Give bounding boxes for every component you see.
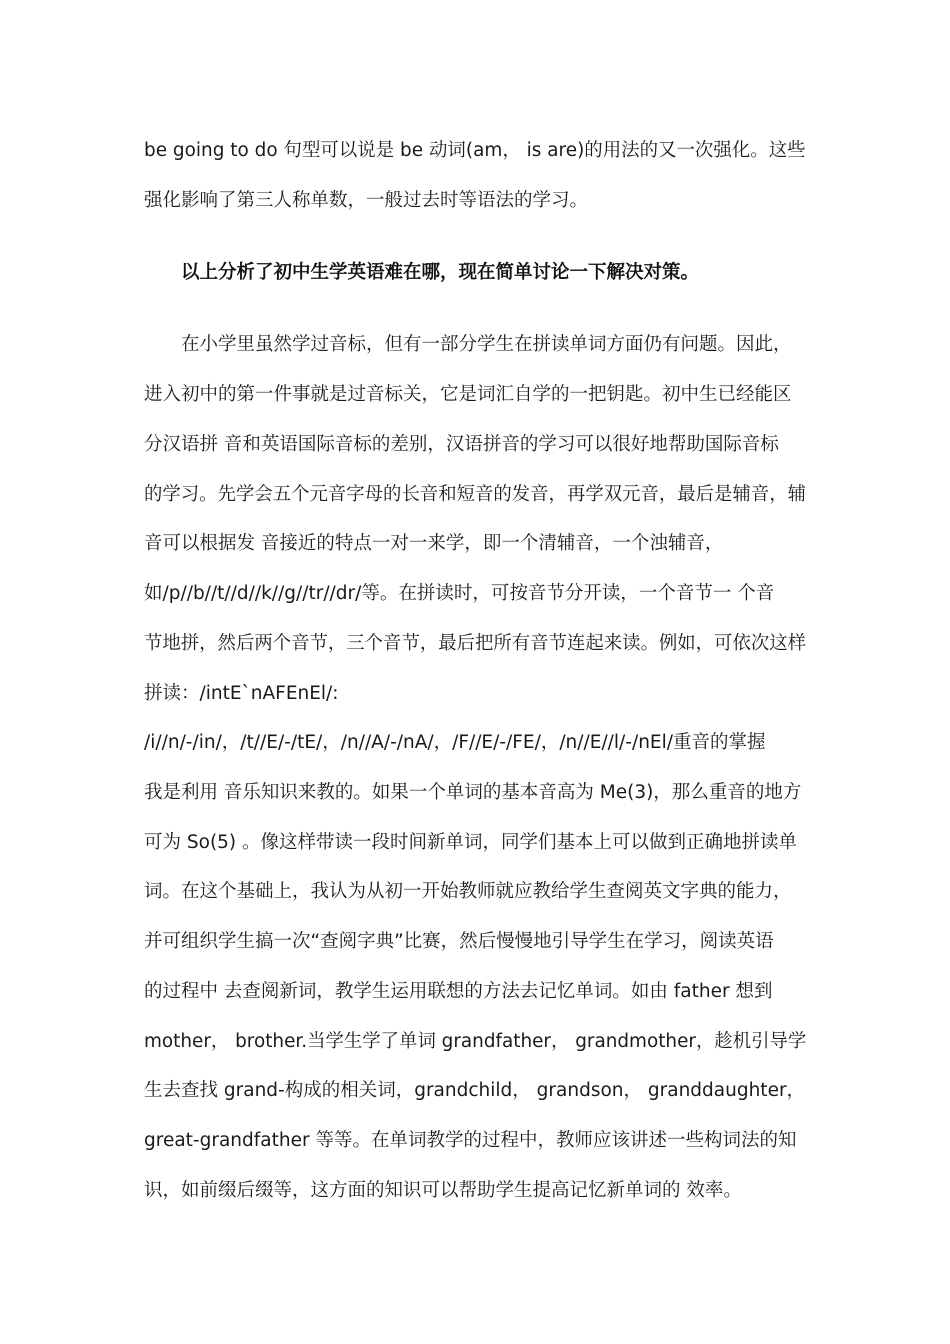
text-line: mother， brother.当学生学了单词 grandfather， grandmother，趁机引导学: [144, 1031, 807, 1052]
text-line: great-grandfather 等等。在单词教学的过程中，教师应该讲述一些构词法的知: [144, 1130, 797, 1151]
section-heading: 以上分析了初中生学英语难在哪，现在简单讨论一下解决对策。: [181, 262, 700, 283]
text-line: 生去查找 grand-构成的相关词，grandchild， grandson， granddaughter，: [144, 1080, 806, 1101]
text-line: 在小学里虽然学过音标，但有一部分学生在拼读单词方面仍有问题。因此，: [181, 334, 792, 355]
text-line: 可为 So(5) 。像这样带读一段时间新单词，同学们基本上可以做到正确地拼读单: [144, 832, 798, 853]
text-line: 节地拼，然后两个音节，三个音节，最后把所有音节连起来读。例如，可依次这样: [144, 633, 807, 654]
text-line: 如/p//b//t//d//k//g//tr//dr/等。在拼读时，可按音节分开读，一个音节一 个音: [144, 583, 775, 604]
text-line: 我是利用 音乐知识来教的。如果一个单词的基本音高为 Me(3)，那么重音的地方: [144, 782, 802, 803]
text-line: 识，如前缀后缀等，这方面的知识可以帮助学生提高记忆新单词的 效率。: [144, 1180, 742, 1201]
text-line: 音可以根据发 音接近的特点一对一来学，即一个清辅音，一个浊辅音，: [144, 533, 724, 554]
text-line: 强化影响了第三人称单数，一般过去时等语法的学习。: [144, 190, 589, 211]
text-line: /i//n/-/in/，/t//E/-/tE/，/n//A/-/nA/，/F//E/-/FE/，/n//E//l/-/nEl/重音的掌握: [144, 732, 766, 753]
text-line: 的过程中 去查阅新词，教学生运用联想的方法去记忆单词。如由 father 想到: [144, 981, 773, 1002]
text-line: 拼读：/intE`nAFEnEl/:: [144, 683, 339, 704]
text-line: 词。在这个基础上，我认为从初一开始教师就应教给学生查阅英文字典的能力，: [144, 881, 792, 902]
text-line: 分汉语拼 音和英语国际音标的差别，汉语拼音的学习可以很好地帮助国际音标: [144, 434, 779, 455]
text-line: 并可组织学生搞一次“查阅字典”比赛，然后慢慢地引导学生在学习，阅读英语: [144, 931, 774, 952]
text-line: 的学习。先学会五个元音字母的长音和短音的发音，再学双元音，最后是辅音，辅: [144, 484, 807, 505]
text-line: be going to do 句型可以说是 be 动词(am， is are)的用法的又一次强化。这些: [144, 140, 806, 161]
text-line: 进入初中的第一件事就是过音标关，它是词汇自学的一把钥匙。初中生已经能区: [144, 384, 792, 405]
